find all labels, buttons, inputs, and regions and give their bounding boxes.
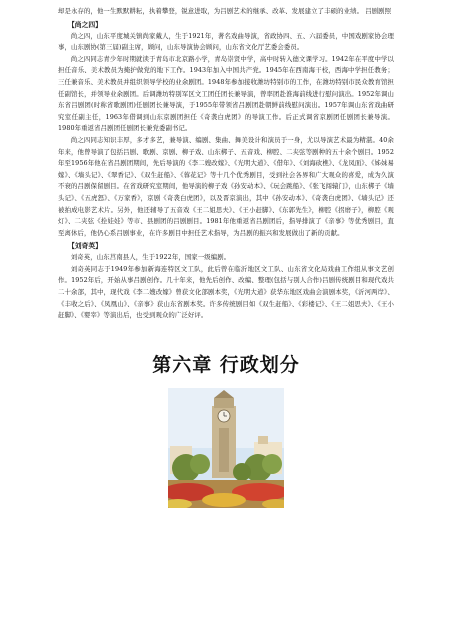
- body-paragraph: 尚之四，山东平度城关镇尚家戴人，生于1921年，著名戏曲导演，省政协四、五、六届委员，中国戏剧家协会理事，山东剧协(第三届)副主席，顾问，山东导演协会顾问，山东省文化厅艺委会委员。: [58, 31, 394, 52]
- body-paragraph: 尚之四同志青少年时期就读于青岛市北京路小学，青岛崇贤中学，高中时转入德文课学习。1942年在平度中学以担任音乐、美术教员为掩护做党的地下工作。1943年加入中国共产党。1945年在西南海干校，西海中学担任教务；三任兼音乐、美术教员并组织领导学校的业余剧团。1948年参加接收潍坊特别市的工作，在潍坊特别市民众教育馆担任副馆长，并领导业余剧团。后调潍坊特别军区文工团任团长兼导演，曾率团赴淮海前线进行慰问演出。1952年调山东省吕剧团(时称省歌剧团)任剧团长兼导演，于1955年带领省吕剧团赴朝鲜前线慰问演出。1957年调山东省戏曲研究室任副主任，1963年借调到山东京剧团担任《奇袭白虎团》的导演工作。后正式调省京剧团任剧团长兼导演。1980年重返省吕剧团任剧团长兼党委副书记。: [58, 54, 394, 133]
- section-heading: 【尚之四】: [68, 20, 102, 29]
- section-shang-zhisi: [58, 19, 394, 240]
- body-paragraph: 尚之四同志知识丰厚，多才多艺，兼导演、编剧、集曲、舞美设计和演员于一身，尤以导演艺术最为精湛。40余年来，他曾导演了包括吕剧、歌剧、京剧、柳子戏、山东梆子、五音戏、柳腔、二夹弦等剧种的五十余个剧目。1952年至1956年他在省吕剧团期间，先后导演的《李二嫂改嫁》、《光明大道》、《借年》、《刘海砍樵》、《龙凤面》、《姊妹易嫁》、《墙头记》、《翠香记》、《双生赶船》、《蓉花记》等十几个优秀剧目，受到社会各界和广大观众的喜爱，成为久演不衰的吕剧保留剧目。在省戏研究室期间，他导演的柳子戏《孙安动本》、《玩会跳船》、《张飞闯辕门》，山东梆子《墙头记》、《五虎怒》、《万家香》，京剧《奇袭白虎团》，以及晋京演出，其中《孙安动本》、《奇袭白虎团》、《墙头记》还被拍成电影艺术片。另外，他还辅导了五音戏《王二姐思夫》、《王小赶脚》、《东郭先生》，柳腔《拐磨子》，柳腔《观灯》、二夹弦《拴娃娃》等市、县剧团的吕剧剧目。1981年他重返省吕剧团后，指导排演了《亲事》等优秀剧目，直至离休后，他仍心系吕剧事业，在许多剧目中担任艺术指导，为吕剧的振兴和发展做出了新的贡献。: [58, 135, 394, 237]
- section-liu-qiying: [58, 240, 394, 322]
- top-paragraph: 却是永存的，他一生默默耕耘，执着攀登，锐意进取，为吕剧艺术的继承、改革、发展建立了丰硕的业绩。 吕剧剧照: [58, 7, 392, 15]
- chapter-title: 第六章 行政划分: [152, 353, 300, 376]
- body-paragraph: 刘奇英同志于1949年参加新海连特区文工队，此后曾在临沂地区文工队、山东省文化局戏曲工作组从事文艺创作。1952年后，开始从事吕剧创作。几十年来，他先后创作、改编、整理(包括与别人合作)吕剧传统剧目和现代戏共二十余部，其中，现代戏《李二嫂改嫁》曾获文化部剧本奖，《光明大道》获华东地区戏曲会演剧本奖，《沂河两岸》、《丰收之后》、《凤凰山》、《亲事》获山东省剧本奖。许多传统剧目如《双生赶船》、《彩楼记》、《王二姐思夫》、《王小赶脚》、《婴宰》等演出后，也受到观众的广泛好评。: [58, 264, 394, 320]
- clock-tower-photo: [168, 388, 284, 508]
- clock-tower-photo-icon: [168, 388, 284, 508]
- body-paragraph: 刘奇英，山东莒南县人，生于1922年，国家一级编剧。: [70, 253, 231, 262]
- section-heading: 【刘奇英】: [68, 242, 102, 251]
